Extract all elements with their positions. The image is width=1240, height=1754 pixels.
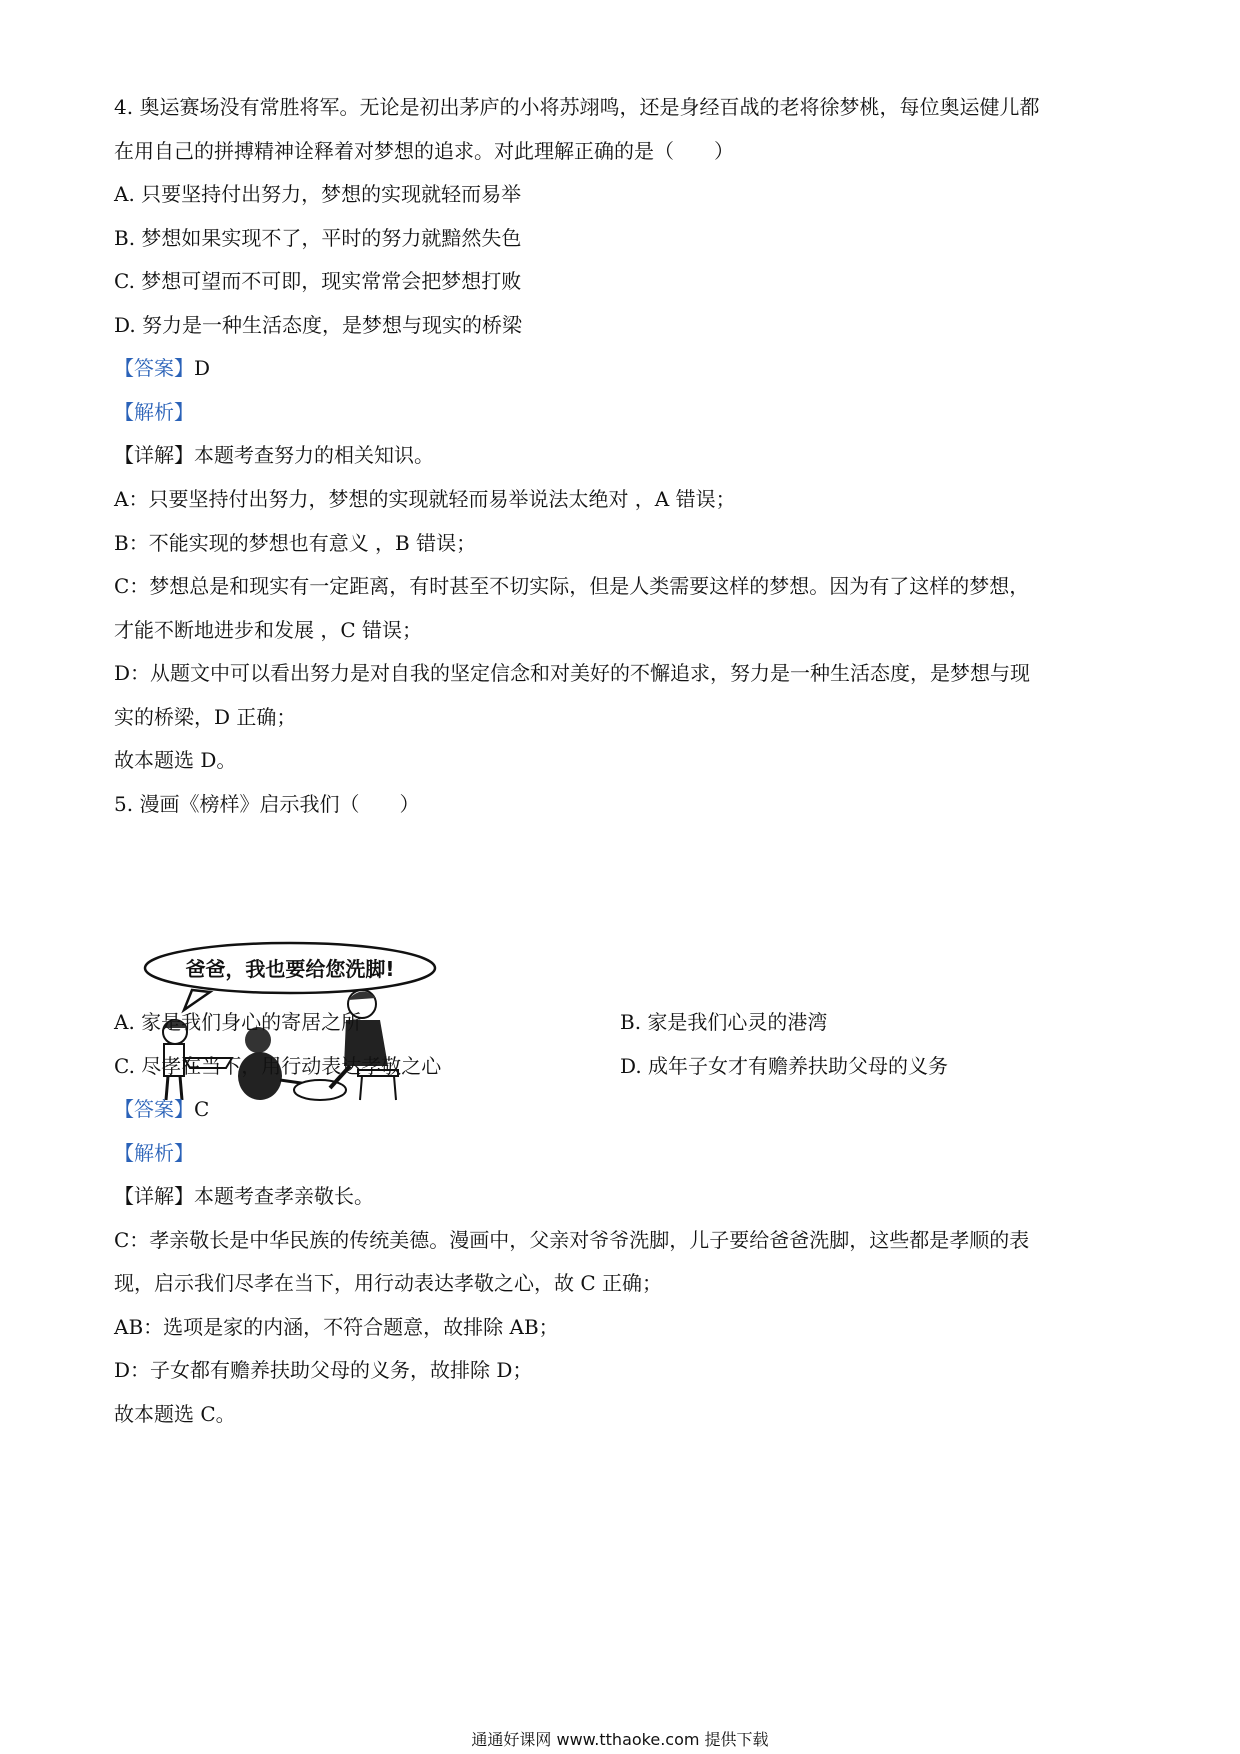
q5-analysis-tag: 【解析】 [114,1141,194,1165]
q5-explain-ab: AB：选项是家的内涵，不符合题意，故排除 AB； [114,1315,559,1339]
q4-option-d: D. 努力是一种生活态度，是梦想与现实的桥梁 [114,313,523,337]
q4-answer-line [114,355,210,381]
q5-explain-d: D：子女都有赡养扶助父母的义务，故排除 D； [114,1358,533,1382]
q4-explain-c1: C：梦想总是和现实有一定距离，有时甚至不切实际，但是人类需要这样的梦想。因为有了这样的梦想， [114,574,1030,598]
q4-detail-line: 【详解】本题考查努力的相关知识。 [114,443,434,467]
q4-explain-c2: 才能不断地进步和发展 ，C 错误； [114,618,423,642]
q4-conclusion: 故本题选 D。 [114,748,237,772]
q5-explain-c1: C：孝亲敬长是中华民族的传统美德。漫画中，父亲对爷爷洗脚，儿子要给爸爸洗脚，这些都是孝顺的表 [114,1228,1030,1252]
q4-explain-d1: D：从题文中可以看出努力是对自我的坚定信念和对美好的不懈追求，努力是一种生活态度，是梦想与现 [114,661,1031,685]
q4-option-a: A. 只要坚持付出努力，梦想的实现就轻而易举 [114,182,522,206]
q5-detail-line: 【详解】本题考查孝亲敬长。 [114,1184,374,1208]
q5-option-b: B. 家是我们心灵的港湾 [620,1010,828,1034]
q4-option-c: C. 梦想可望而不可即，现实常常会把梦想打败 [114,269,522,293]
q5-answer-line [114,1096,209,1122]
page-footer: 通通好课网 www.tthaoke.com 提供下载 [471,1730,769,1749]
q5-stem: 5. 漫画《榜样》启示我们（ ） [114,792,420,816]
q4-explain-d2: 实的桥梁，D 正确； [114,705,297,729]
q4-explain-b: B：不能实现的梦想也有意义 ，B 错误； [114,531,477,555]
q4-explain-a: A：只要坚持付出努力，梦想的实现就轻而易举说法太绝对 ，A 错误； [114,487,736,511]
answer-value: D [194,356,211,380]
q4-option-b: B. 梦想如果实现不了，平时的努力就黯然失色 [114,226,522,250]
answer-value: C [194,1097,210,1121]
q5-conclusion: 故本题选 C。 [114,1402,236,1426]
q5-explain-c2: 现，启示我们尽孝在当下，用行动表达孝敬之心，故 C 正确； [114,1271,663,1295]
q4-analysis-tag: 【解析】 [114,400,194,424]
answer-tag: 【答案】 [114,356,194,380]
cartoon-speech-text: 爸爸，我也要给您洗脚! [185,957,395,981]
q4-stem-line2: 在用自己的拼搏精神诠释着对梦想的追求。对此理解正确的是（ ） [114,139,734,163]
q4-stem-line1: 4. 奥运赛场没有常胜将军。无论是初出茅庐的小将苏翊鸣，还是身经百战的老将徐梦桃，每位奥运健儿都 [114,95,1040,119]
q5-option-c: C. 尽孝在当下，用行动表达孝敬之心 [114,1054,442,1078]
answer-tag: 【答案】 [114,1097,194,1121]
q5-option-d: D. 成年子女才有赡养扶助父母的义务 [620,1054,949,1078]
q5-option-a: A. 家是我们身心的寄居之所 [114,1010,362,1034]
